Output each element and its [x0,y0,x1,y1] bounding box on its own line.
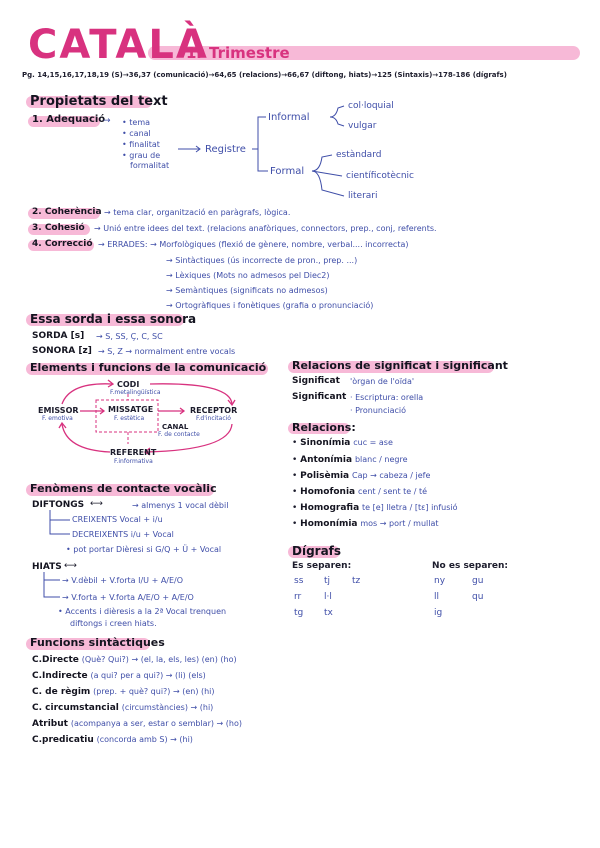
adequacio-item: • grau de [122,151,161,160]
adequacio-item: formalitat [130,161,170,170]
receptor-label: RECEPTOR [190,406,238,415]
correccio-errades: → ERRADES: → Morfològiques (flexió de gènere, nombre, verbal.... incorrecta) [98,240,409,249]
formal-item: estàndard [336,150,382,160]
diftongs-arrow: ⟷ [90,499,103,509]
digraf-item: qu [472,592,484,602]
coherencia-text: → tema clar, organització en paràgrafs, lògica. [104,208,291,217]
emissor-label: EMISSOR [38,406,79,415]
correccio-label: 4. Correcció [32,239,93,249]
digraf-item: ny [434,576,446,586]
separen-label: Es separen: [292,561,352,571]
referent-label: REFERENT [110,448,157,457]
funcio-item: C. de règim (prep. + què? qui?) → (en) (hi) [32,687,215,697]
informal-item: col·loquial [348,101,394,111]
pages-reference: Pg. 14,15,16,17,18,19 (S)→36,37 (comunicació)→64,65 (relacions)→66,67 (diftong, hiats)→125 (Sintaxis)→178-186 (dígrafs) [22,71,507,79]
relacio-item: • Antonímia blanc / negre [292,455,408,465]
page-title: CATALÀ [28,22,209,68]
significant-item: · Escriptura: orella [350,393,424,402]
cohesio-text: → Unió entre idees del text. (relacions anafòriques, connectors, prep., conj, referents. [94,224,437,233]
missatge-label: MISSATGE [108,405,154,414]
relacio-item: • Homofonia cent / sent te / té [292,487,428,497]
significant-label: Significant [292,392,347,402]
cohesio-label: 3. Cohesió [32,223,85,233]
hiats-item: → V.dèbil + V.forta I/U + A/E/O [62,576,184,585]
sorda-text: → S, SS, Ç, C, SC [96,332,163,341]
correccio-item: → Ortogràfiques i fonètiques (grafia o pronunciació) [166,301,374,310]
relacio-item: • Homografia te [e] lletra / [tɛ] infusió [292,503,458,513]
relacions-heading: Relacions de significat i significant [292,359,508,372]
sonora-label: SONORA [z] [32,346,92,356]
digraf-item: ig [434,608,443,618]
creixents-text: CREIXENTS Vocal + i/u [72,515,163,524]
adequacio-label: 1. Adequació [32,114,106,125]
funcio-item: C.Indirecte (a qui? per a qui?) → (li) (els) [32,671,206,681]
registre-label: Registre [205,144,246,155]
formal-item: científicotècnic [346,171,415,181]
adequacio-item: • canal [122,129,151,138]
digraf-item: tg [294,608,304,618]
coherencia-label: 2. Coherència [32,207,102,217]
digraf-item: gu [472,576,484,586]
canal-function: F. de contacte [158,431,200,438]
significat-label: Significat [292,376,340,386]
no-separen-label: No es separen: [432,561,508,571]
diftongs-label: DIFTONGS [32,500,85,510]
comunicacio-heading: Elements i funcions de la comunicació [30,361,267,374]
adequacio-item: • finalitat [122,140,160,149]
sonora-text: → S, Z → normalment entre vocals [98,347,236,356]
codi-function: F.metalingüística [110,389,161,396]
referent-function: F.informativa [114,458,153,465]
informal-item: vulgar [348,121,377,131]
correccio-item: → Sintàctiques (ús incorrecte de pron., prep. ...) [166,256,358,265]
digraf-item: ll [434,592,440,602]
trimester-label: 1r Trimestre [186,44,290,62]
hiats-arrow: ⟷ [64,561,77,571]
hiats-label: HIATS [32,562,62,572]
digraf-item: ss [294,576,304,586]
sorda-label: SORDA [s] [32,331,85,341]
relacio-item: • Sinonímia cuc = ase [292,438,393,448]
informal-label: Informal [268,112,310,123]
decreixents-text: DECREIXENTS i/u + Vocal [72,530,174,539]
diftongs-text: → almenys 1 vocal dèbil [132,501,229,510]
funcio-item: C. circumstancial (circumstàncies) → (hi) [32,703,214,713]
significant-item: · Pronunciació [350,406,407,415]
digraf-item: rr [294,592,302,602]
propietats-heading: Propietats del text [30,94,168,109]
canal-label: CANAL [162,423,189,431]
essa-heading: Essa sorda i essa sonora [30,312,197,326]
missatge-function: F. estètica [114,415,145,422]
relacio-item: • Homonímia mos → port / mullat [292,519,439,529]
correccio-item: → Lèxiques (Mots no admesos pel Diec2) [166,271,330,280]
codi-label: CODI [117,380,140,389]
fenomens-heading: Fenòmens de contacte vocàlic [30,482,217,495]
relacio-item: • Polisèmia Cap → cabeza / jefe [292,471,431,481]
formal-item: literari [348,191,378,201]
digraf-item: l·l [324,592,332,602]
digraf-item: tx [324,608,333,618]
digraf-item: tz [352,576,361,586]
relacions-sub-heading: Relacions: [292,421,356,434]
funcio-item: C.predicatiu (concorda amb S) → (hi) [32,735,193,745]
funcio-item: C.Directe (Què? Qui?) → (el, la, els, les) (en) (ho) [32,655,237,665]
hiats-item: → V.forta + V.forta A/E/O + A/E/O [62,593,194,602]
receptor-function: F.d'incitació [196,415,231,422]
accents-text: • Accents i dièresis a la 2ª Vocal trenquen [58,607,227,616]
adequacio-arrow: → [103,116,111,126]
formal-label: Formal [270,166,305,177]
correccio-item: → Semàntiques (significats no admesos) [166,286,328,295]
funcio-item: Atribut (acompanya a ser, estar o semblar) → (ho) [32,719,242,729]
significat-text: 'òrgan de l'oïda' [350,377,415,386]
dieresi-text: • pot portar Dièresi si G/Q + Ü + Vocal [66,545,222,554]
accents-text: diftongs i creen hiats. [70,619,157,628]
emissor-function: F. emotiva [42,415,73,422]
digrafs-heading: Dígrafs [292,544,342,558]
adequacio-item: • tema [122,118,151,127]
funcions-heading: Funcions sintàctiques [30,636,165,649]
digraf-item: tj [324,576,331,586]
